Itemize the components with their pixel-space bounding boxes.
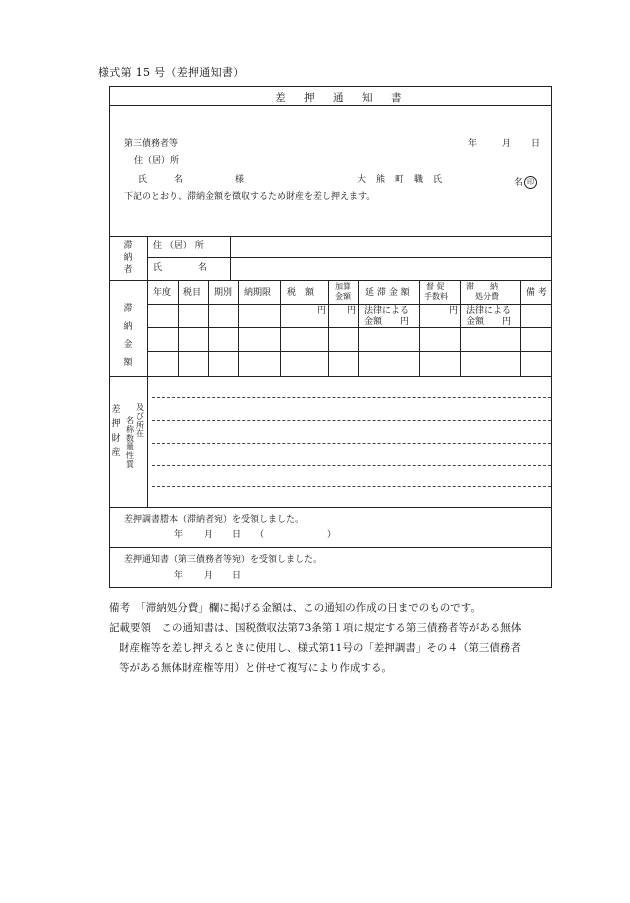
instruction-line: 記載要領 この通知書は、国税徴収法第73条第１項に規定する第三債務者等がある無体 <box>109 622 522 634</box>
receipt1-date-year: 年 <box>174 530 184 540</box>
delinquent-section-label: 滞 納 者 <box>123 241 133 276</box>
receipt2-date-day: 日 <box>232 571 242 581</box>
header-tax-amount: 税 額 <box>287 288 315 298</box>
honorific: 様 <box>235 175 245 185</box>
remark-note: 備考 「滞納処分費」欄に掲げる金額は、この通知の作成の日までのものです。 <box>109 602 481 614</box>
date-month: 月 <box>502 139 512 149</box>
yen-unit: 円 <box>449 306 459 316</box>
official-char: 熊 <box>376 175 386 185</box>
header-delinquency-charge: 延 滞 金 額 <box>365 288 410 298</box>
yen-unit: 円 <box>317 306 327 316</box>
official-name-label: 名 印 <box>514 176 537 189</box>
seized-property-label: 差 押 財 産 <box>111 405 121 459</box>
notice-form <box>109 86 552 588</box>
name-label-char: 名 <box>174 175 184 185</box>
name-label-char: 氏 <box>138 175 148 185</box>
header-disposition-cost: 滞 納 <box>466 282 498 291</box>
official-char: 職 <box>414 175 424 185</box>
title-char: 差 <box>275 92 286 104</box>
instruction-line: 等がある無体財産権等用）と併せて複写により作成する。 <box>119 662 392 674</box>
third-party-label: 第三債務者等 <box>124 139 179 149</box>
legal-amount-text: 法律による <box>466 306 512 316</box>
legal-amount-text: 金額 円 <box>466 317 512 327</box>
header-period: 期別 <box>214 288 233 298</box>
header-surcharge: 金額 <box>335 292 351 301</box>
header-tax-item: 税目 <box>183 288 202 298</box>
date-day: 日 <box>531 139 541 149</box>
receipt2-text: 差押通知書（第三債務者等宛）を受領しました。 <box>124 555 323 565</box>
title-char: 書 <box>391 92 402 104</box>
instruction-line: 財産権等を差し押えるときに使用し、様式第11号の「差押調書」その４（第三債務者 <box>119 642 521 654</box>
title-char: 押 <box>304 92 315 104</box>
amount-section-label: 滞 納 金 額 <box>123 304 133 368</box>
official-char: 町 <box>395 175 405 185</box>
delinquent-address-label: 住 （居） 所 <box>153 241 204 251</box>
seized-property-paren-label: 及び 所在 <box>136 403 144 439</box>
seized-property-paren-label: 名称 数量 性質 <box>126 416 134 469</box>
header-deadline: 納期限 <box>244 288 272 298</box>
title-char: 通 <box>333 92 344 104</box>
receipt1-text: 差押調書謄本（滞納者宛）を受領しました。 <box>124 515 305 525</box>
header-remarks: 備 考 <box>526 288 547 298</box>
date-year: 年 <box>468 139 478 149</box>
form-title <box>110 87 551 106</box>
yen-unit: 円 <box>347 306 357 316</box>
header-reminder-fee: 手数料 <box>424 292 448 301</box>
title-char: 知 <box>362 92 373 104</box>
official-char: 大 <box>357 175 367 185</box>
official-char: 氏 <box>433 175 443 185</box>
receipt2-date-month: 月 <box>204 571 214 581</box>
legal-amount-text: 法律による <box>364 306 410 316</box>
form-number: 様式第 15 号（差押通知書） <box>98 66 245 79</box>
delinquent-name-label: 氏 名 <box>153 263 208 273</box>
header-reminder-fee: 督 促 <box>426 282 445 291</box>
address-label: 住（居）所 <box>134 156 180 166</box>
header-year: 年度 <box>153 288 172 298</box>
notice-text: 下記のとおり、滞納金額を徴収するため財産を差し押えます。 <box>124 192 376 202</box>
seal-icon: 印 <box>524 176 537 189</box>
notes <box>109 598 579 678</box>
header-disposition-cost: 処分費 <box>475 292 499 301</box>
receipt1-date-day: 日 <box>232 530 242 540</box>
receipt2-date-year: 年 <box>174 571 184 581</box>
header-surcharge: 加算 <box>335 282 351 291</box>
legal-amount-text: 金額 円 <box>364 317 410 327</box>
receipt1-paren: （ ） <box>255 530 337 540</box>
receipt1-date-month: 月 <box>204 530 214 540</box>
